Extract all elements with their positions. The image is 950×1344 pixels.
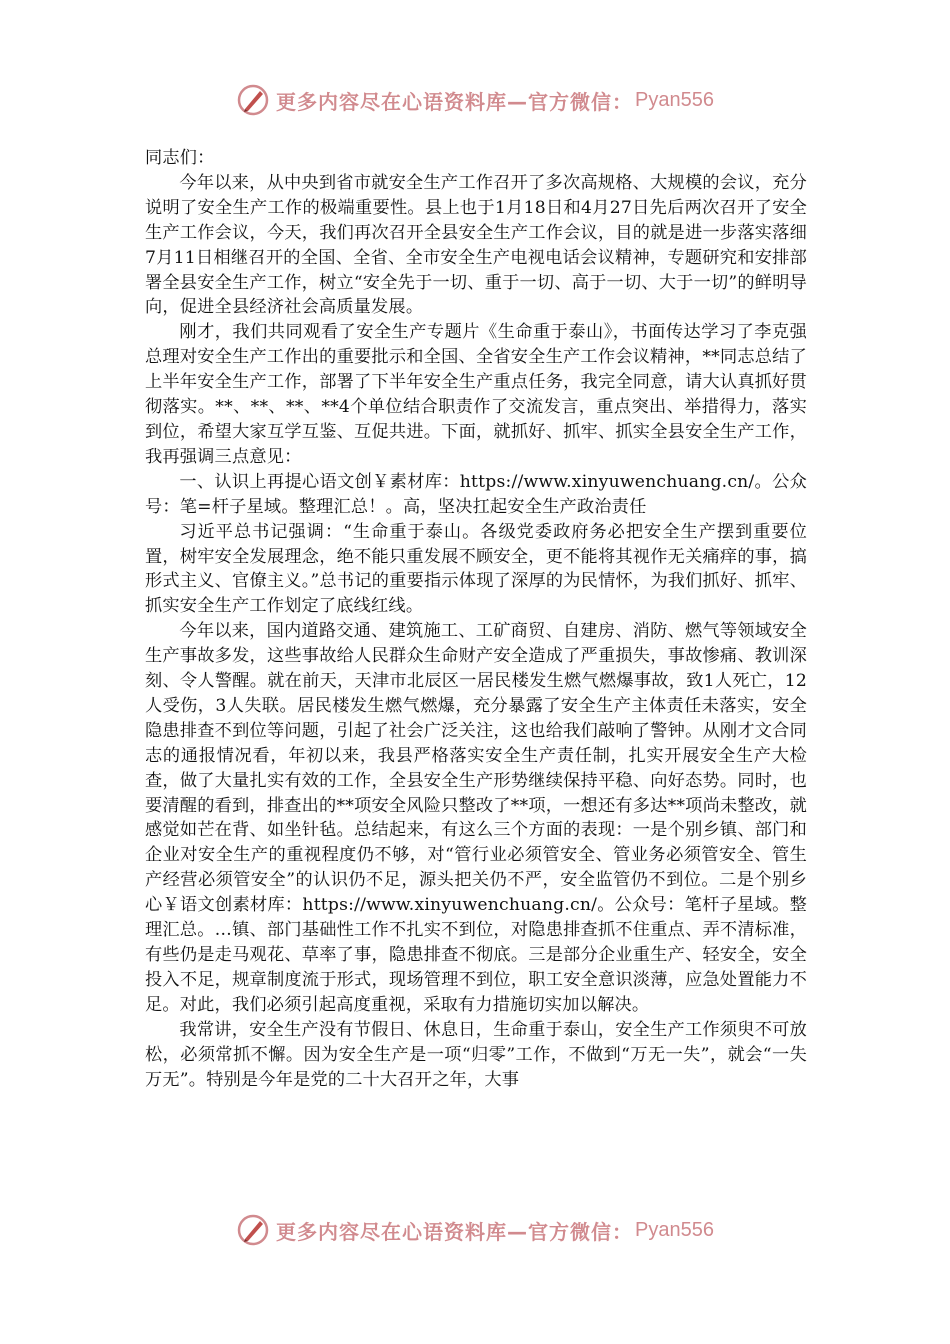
footer-watermark-banner <box>0 1210 950 1250</box>
salutation: 同志们： <box>145 148 215 168</box>
pen-logo-icon <box>236 83 270 117</box>
paragraph-4: 今年以来，国内道路交通、建筑施工、工矿商贸、自建房、消防、燃气等领域安全生产事故多发，这些事故给人民群众生命财产安全造成了严重损失，事故惨痛、教训深刻、令人警醒。就在前天，天津市北辰区一居民楼发生燃气燃爆事故，致1人死亡，12人受伤，3人失联。居民楼发生燃气燃爆，充分暴露了安全生产主体责任未落实，安全隐患排查不到位等问题，引起了社会广泛关注，这也给我们敲响了警钟。从刚才文合同志的通报情况看，年初以来，我县严格落实安全生产责任制，扎实开展安全生产大检查，做了大量扎实有效的工作，全县安全生产形势继续保持平稳、向好态势。同时，也要清醒的看到，排查出的**项安全风险只整改了**项，一想还有多达**项尚未整改，就感觉如芒在背、如坐针毡。总结起来，有这么三个方面的表现：一是个别乡镇、部门和企业对安全生产的重视程度仍不够，对“管行业必须管安全、管业务必须管安全、管生产经营必须管安全”的认识仍不足，源头把关仍不严，安全监管仍不到位。二是个别乡心￥语文创素材库：https://www.xinyuwenchuang.cn/。公众号：笔杆子星域。整理汇总。…镇、部门基础性工作不扎实不到位，对隐患排查抓不住重点、弄不清标准，有些仍是走马观花、草率了事，隐患排查不彻底。三是部分企业重生产、轻安全，安全投入不足，规章制度流于形式，现场管理不到位，职工安全意识淡薄，应急处置能力不足。对此，我们必须引起高度重视，采取有力措施切实加以解决。 <box>145 621 807 1015</box>
header-watermark-banner <box>0 80 950 120</box>
paragraph-2: 刚才，我们共同观看了安全生产专题片《生命重于泰山》，书面传达学习了李克强总理对安全生产工作出的重要批示和全国、全省安全生产工作会议精神，**同志总结了上半年安全生产工作，部署了下半年安全生产重点任务，我完全同意，请大认真抓好贯彻落实。**、**、**、**4个单位结合职责作了交流发言，重点突出、举措得力，落实到位，希望大家互学互鉴、互促共进。下面，就抓好、抓牢、抓实全县安全生产工作，我再强调三点意见： <box>145 322 807 467</box>
section-heading-1: 一、认识上再提心语文创￥素材库：https://www.xinyuwenchuang.cn/。公众号：笔=杆子星域。整理汇总！。高，坚决扛起安全生产政治责任 <box>145 471 807 517</box>
header-banner-handle: Pyan556 <box>635 88 714 111</box>
footer-banner-text: 更多内容尽在心语资料库—官方微信： <box>276 1219 634 1244</box>
paragraph-1: 今年以来，从中央到省市就安全生产工作召开了多次高规格、大规模的会议，充分说明了安全生产工作的极端重要性。县上也于1月18日和4月27日先后两次召开了安全生产工作会议，今天，我们再次召开全县安全生产工作会议，目的就是进一步落实落细7月11日相继召开的全国、全省、全市安全生产电视电话会议精神，专题研究和安排部署全县安全生产工作，树立“安全先于一切、重于一切、高于一切、大于一切”的鲜明导向，促进全县经济社会高质量发展。 <box>145 172 807 318</box>
pen-logo-icon <box>236 1213 270 1247</box>
document-body <box>145 146 807 1092</box>
paragraph-5: 我常讲，安全生产没有节假日、休息日，生命重于泰山，安全生产工作须臾不可放松，必须常抓不懈。因为安全生产是一项“归零”工作，不做到“万无一失”，就会“一失万无”。特别是今年是党的二十大召开之年，大事 <box>145 1019 807 1090</box>
paragraph-3: 习近平总书记强调：“生命重于泰山。各级党委政府务必把安全生产摆到重要位置，树牢安全发展理念，绝不能只重发展不顾安全，更不能将其视作无关痛痒的事，搞形式主义、官僚主义。”总书记的重要指示体现了深厚的为民情怀，为我们抓好、抓牢、抓实安全生产工作划定了底线红线。 <box>145 521 807 617</box>
footer-banner-handle: Pyan556 <box>635 1218 714 1241</box>
header-banner-text: 更多内容尽在心语资料库—官方微信： <box>276 89 634 114</box>
